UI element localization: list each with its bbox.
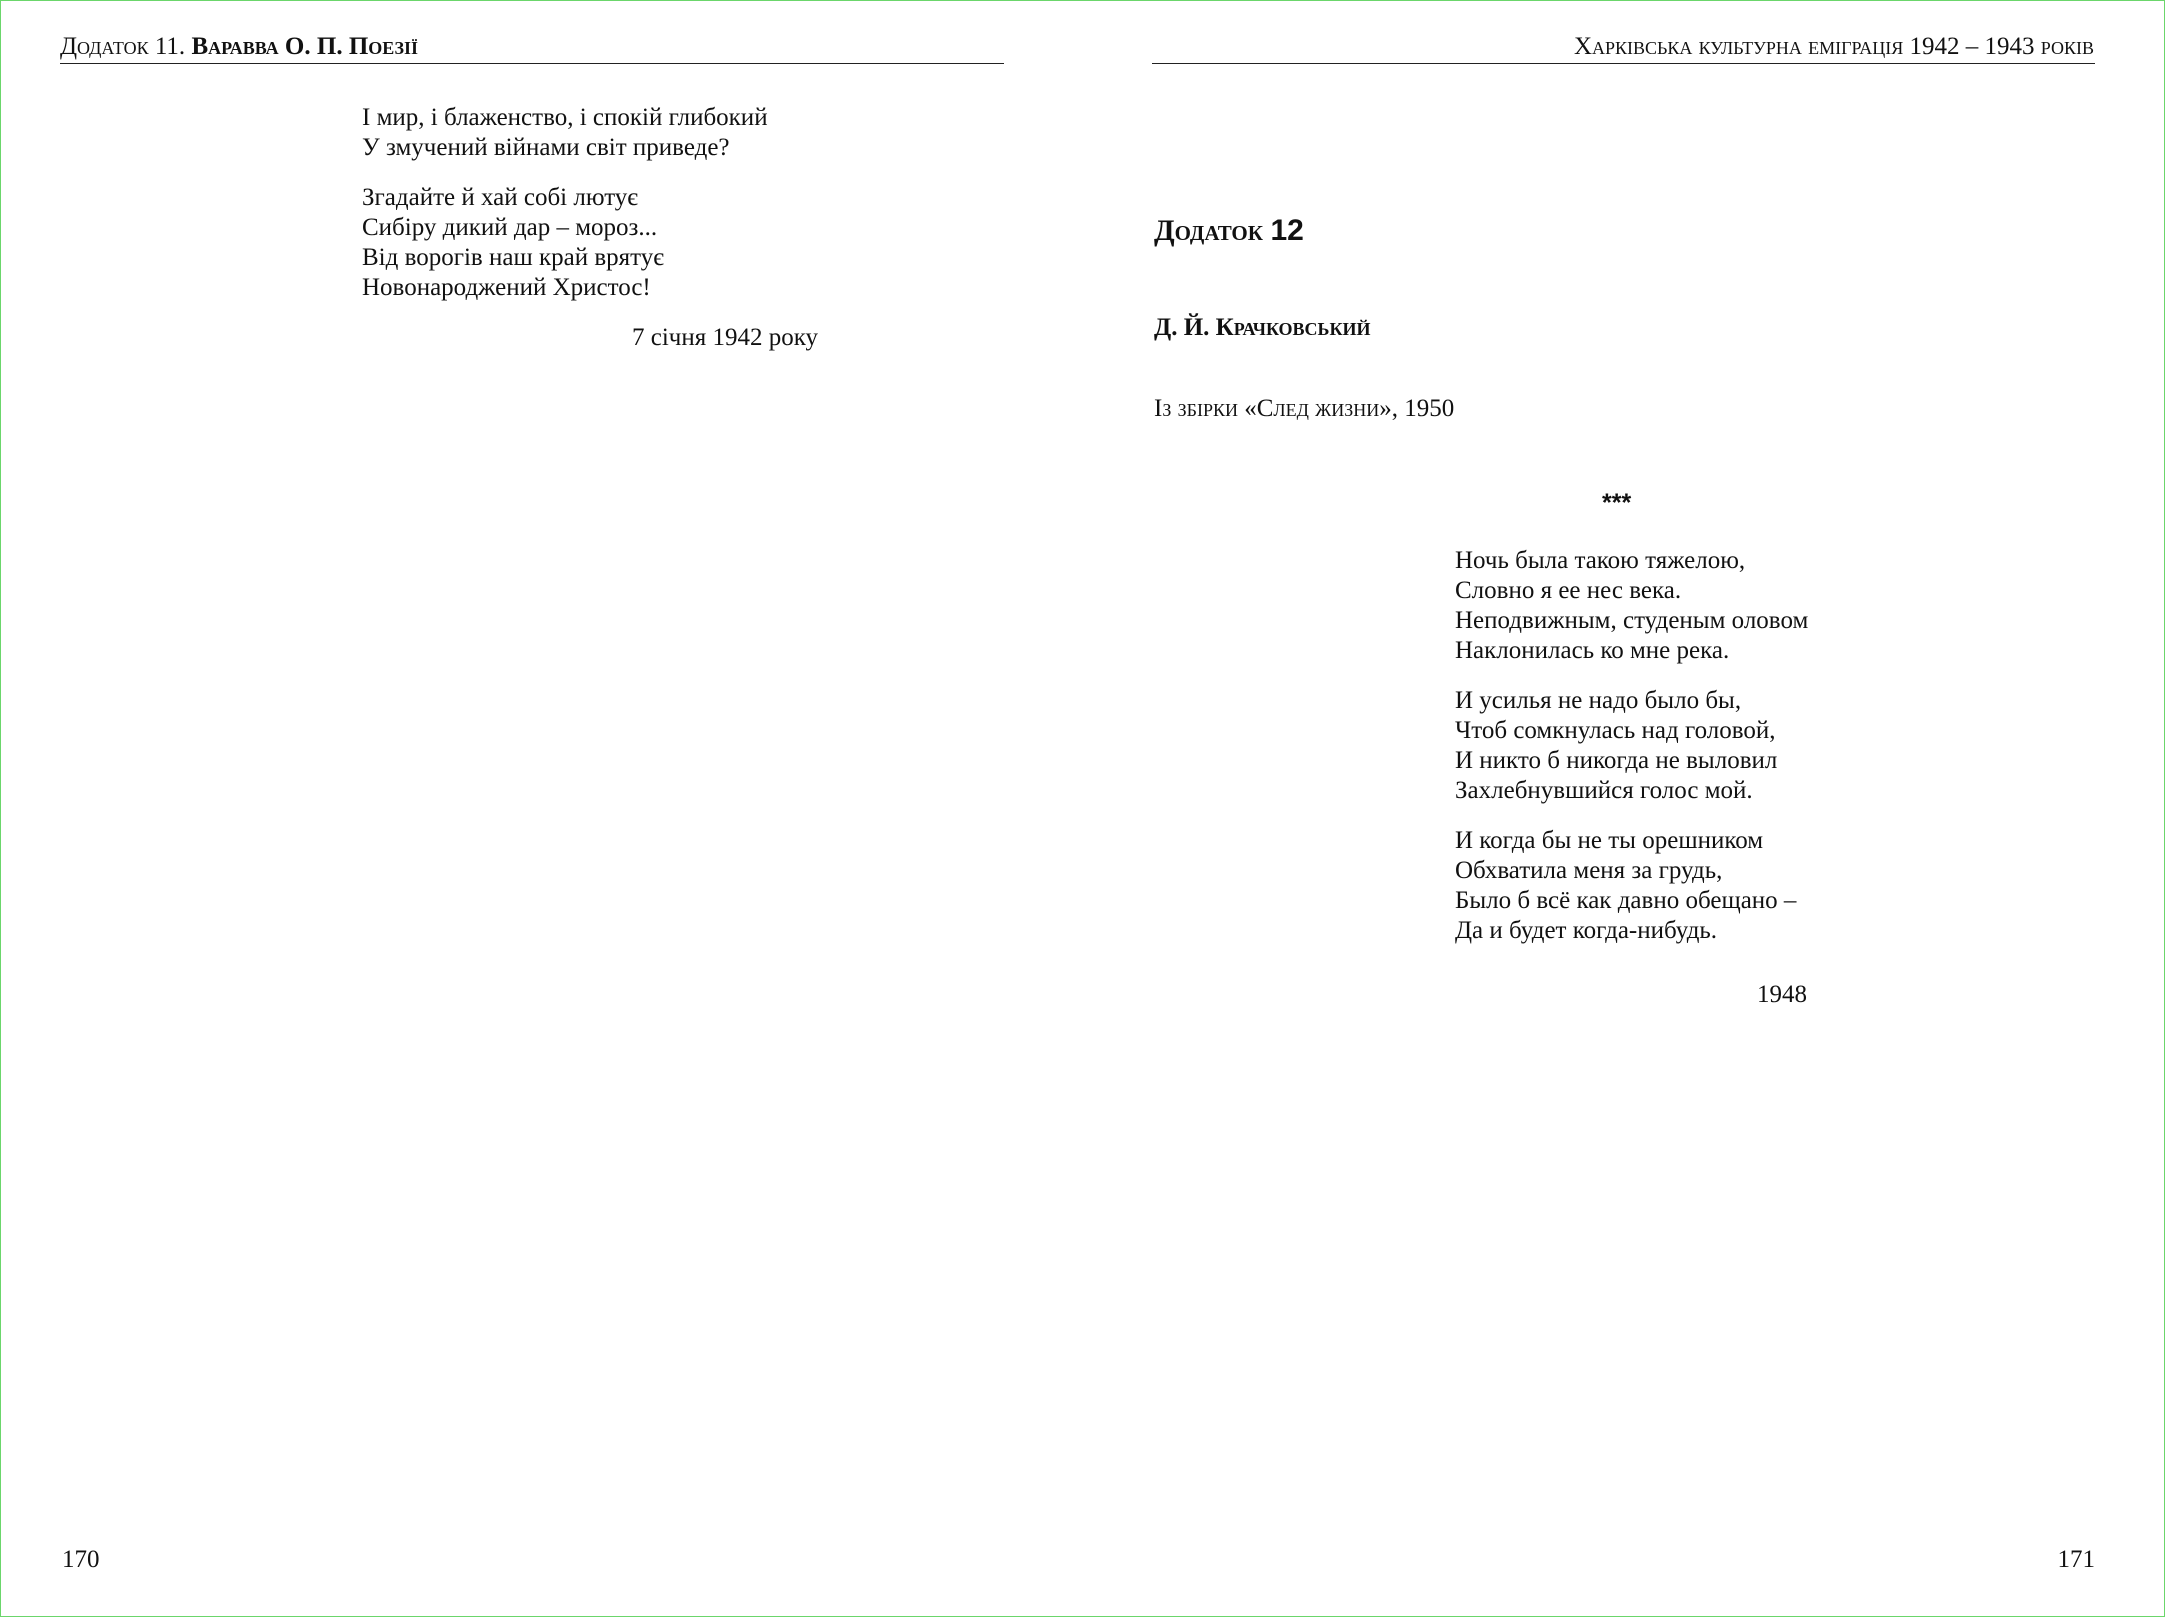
left-page bbox=[0, 0, 1082, 1617]
poem-year: 1948 bbox=[1757, 981, 1807, 1008]
appendix-label: Додаток bbox=[1154, 214, 1263, 247]
page-number-right: 171 bbox=[2057, 1546, 2095, 1573]
stanza bbox=[1455, 686, 1808, 806]
header-title: Поезії bbox=[348, 33, 419, 60]
verse-line: Захлебнувшийся голос мой. bbox=[1455, 777, 1753, 804]
verse-line: Неподвижным, студеным оловом bbox=[1455, 607, 1809, 634]
verse-line: И усилья не надо было бы, bbox=[1455, 687, 1742, 714]
right-page bbox=[1082, 0, 2165, 1617]
stanza bbox=[362, 103, 768, 163]
verse-line: Від ворогів наш край врятує bbox=[362, 244, 664, 271]
author-name: Д. Й. Крачковський bbox=[1154, 314, 1371, 341]
header-prefix: Додаток 11. bbox=[60, 33, 186, 60]
left-header-rule bbox=[60, 63, 1004, 64]
stanza bbox=[1455, 826, 1808, 946]
right-header-rule bbox=[1152, 63, 2095, 64]
appendix-title bbox=[1154, 213, 1304, 249]
verse-line: Сибіру дикий дар – мороз... bbox=[362, 214, 658, 241]
verse-line: Чтоб сомкнулась над головой, bbox=[1455, 717, 1776, 744]
left-running-head bbox=[60, 32, 418, 62]
appendix-number: 12 bbox=[1270, 214, 1304, 247]
verse-line: Обхватила меня за грудь, bbox=[1455, 857, 1723, 884]
asterism: *** bbox=[1602, 489, 1632, 517]
verse-line: Было б всё как давно обещано – bbox=[1455, 887, 1797, 914]
page-number-left: 170 bbox=[62, 1546, 100, 1573]
left-poem bbox=[362, 103, 768, 323]
verse-line: И никто б никогда не выловил bbox=[1455, 747, 1778, 774]
header-author: Варавва О. П. bbox=[191, 33, 343, 60]
verse-line: І мир, і блаженство, і спокій глибокий bbox=[362, 104, 768, 131]
verse-line: Новонароджений Христос! bbox=[362, 274, 651, 301]
verse-line: Да и будет когда-нибудь. bbox=[1455, 917, 1718, 944]
verse-line: Згадайте й хай собі лютує bbox=[362, 184, 639, 211]
collection-title: Із збірки «След жизни», 1950 bbox=[1154, 395, 1455, 422]
right-running-head: Харківська культурна еміграція 1942 – 1943 років bbox=[1573, 33, 2094, 60]
verse-line: И когда бы не ты орешником bbox=[1455, 827, 1764, 854]
stanza bbox=[1455, 546, 1808, 666]
verse-line: У змучений війнами світ приведе? bbox=[362, 134, 730, 161]
verse-line: Словно я ее нес века. bbox=[1455, 577, 1682, 604]
right-poem bbox=[1455, 546, 1808, 966]
verse-line: Наклонилась ко мне река. bbox=[1455, 637, 1730, 664]
poem-date: 7 січня 1942 року bbox=[632, 324, 819, 351]
stanza bbox=[362, 183, 768, 303]
verse-line: Ночь была такою тяжелою, bbox=[1455, 547, 1746, 574]
